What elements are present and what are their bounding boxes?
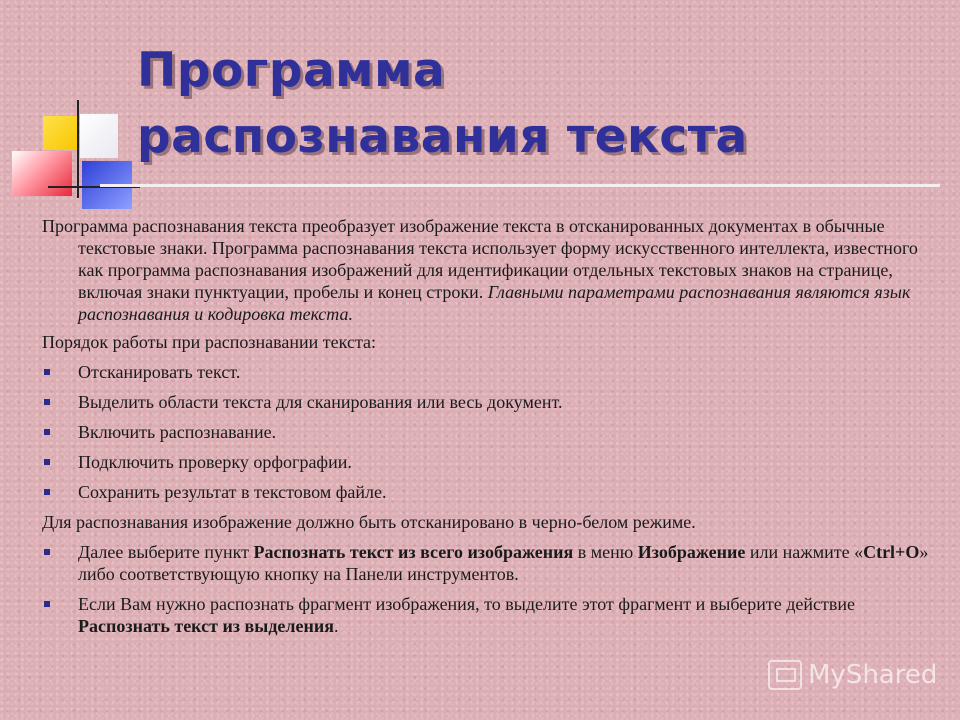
square-bullet-icon: [44, 399, 50, 405]
note-plain: в меню: [573, 542, 638, 562]
step-text: Отсканировать текст.: [78, 362, 241, 382]
square-bullet-icon: [44, 489, 50, 495]
step-text: Подключить проверку орфографии.: [78, 452, 352, 472]
title-line-1: Программа: [137, 43, 446, 98]
note-plain: Далее выберите пункт: [78, 542, 254, 562]
note-plain: » либо соответствующую кнопку на Панели инструментов.: [78, 542, 929, 584]
note-bold: Ctrl+O: [863, 542, 920, 562]
note-text: [78, 594, 855, 636]
list-item: [42, 593, 937, 637]
intro-paragraph: [42, 215, 937, 325]
slide-body: [42, 215, 937, 645]
list-item: [42, 481, 937, 503]
list-item: [42, 391, 937, 413]
notes-list: [42, 541, 937, 637]
list-item: [42, 421, 937, 443]
list-item: [42, 361, 937, 383]
decorative-squares-logo: [0, 0, 140, 210]
square-bullet-icon: [44, 369, 50, 375]
presentation-icon: [768, 660, 802, 690]
intro-text: Программа распознавания текста преобразует изображение текста в отсканированных документах в обычные текстовые знаки. Программа распознавания текста использует форму искусственного интеллекта, известного как программа распознавания изображений для идентификации отдельных текстовых знаков на странице, включая знаки пунктуации, пробелы и конец строки.: [42, 216, 918, 302]
yellow-square: [43, 116, 77, 150]
note-bold: Распознать текст из всего изображения: [253, 542, 574, 562]
step-text: Сохранить результат в текстовом файле.: [78, 482, 387, 502]
watermark: [768, 655, 937, 695]
steps-list: [42, 361, 937, 503]
note-plain: Если Вам нужно распознать фрагмент изображения, то выделите этот фрагмент и выберите действие: [78, 594, 855, 614]
square-bullet-icon: [44, 459, 50, 465]
step-text: Включить распознавание.: [78, 422, 277, 442]
vertical-line: [77, 100, 79, 198]
note-plain: .: [333, 616, 339, 636]
note-text: [78, 542, 928, 584]
note-bold: Распознать текст из выделения: [78, 616, 334, 636]
note-bold: Изображение: [637, 542, 746, 562]
square-bullet-icon: [44, 549, 50, 555]
red-square: [12, 151, 72, 196]
white-square: [80, 114, 118, 158]
title-line-2: распознавания текста: [137, 109, 748, 164]
square-bullet-icon: [44, 429, 50, 435]
bw-note: Для распознавания изображение должно быть отсканировано в черно-белом режиме.: [42, 512, 696, 532]
note-plain: или нажмите «: [745, 542, 864, 562]
procedure-heading: Порядок работы при распознавании текста:: [42, 332, 377, 352]
square-bullet-icon: [44, 601, 50, 607]
list-item: [42, 451, 937, 473]
intro-italic: Главными параметрами распознавания являются язык распознавания и кодировка текста.: [78, 282, 911, 324]
step-text: Выделить области текста для сканирования или весь документ.: [78, 392, 563, 412]
list-item: [42, 541, 937, 585]
title-underline: [100, 184, 940, 187]
watermark-text: MyShared: [808, 660, 938, 690]
slide-title: [137, 38, 748, 170]
